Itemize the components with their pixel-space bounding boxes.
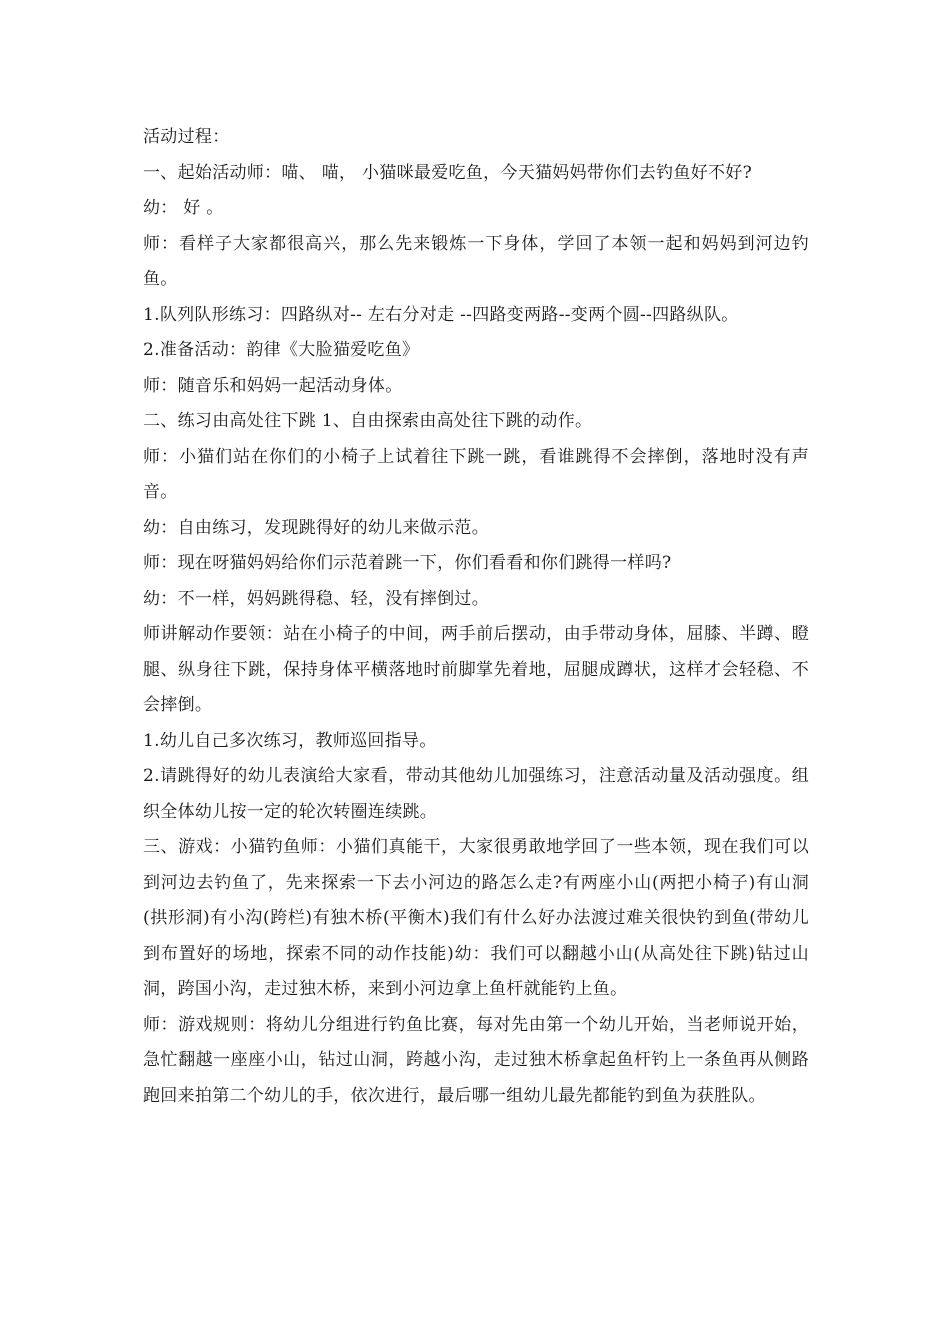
paragraph: 1.队列队形练习：四路纵对-- 左右分对走 --四路变两路--变两个圆--四路纵队。: [143, 304, 739, 325]
paragraph-heading: 活动过程：: [143, 127, 230, 147]
paragraph: 二、练习由高处往下跳 1、自由探索由高处往下跳的动作。: [143, 411, 593, 431]
paragraph: 师：游戏规则：将幼儿分组进行钓鱼比赛，每对先由第一个幼儿开始，当老师说开始，急忙翻越一座座小山，钻过山洞，跨越小沟，走过独木桥拿起鱼杆钓上一条鱼再从侧路跑回来拍第二个幼儿的手，依次进行，最后哪一组幼儿最先都能钓到鱼为获胜队。: [143, 1014, 809, 1106]
paragraph: 师：随音乐和妈妈一起活动身体。: [143, 375, 403, 396]
document-body: [143, 120, 809, 1114]
paragraph: 师：小猫们站在你们的小椅子上试着往下跳一跳，看谁跳得不会摔倒，落地时没有声音。: [143, 446, 809, 502]
paragraph: 师讲解动作要领：站在小椅子的中间，两手前后摆动，由手带动身体，屈膝、半蹲、瞪腿、纵身往下跳，保持身体平横落地时前脚掌先着地，屈腿成蹲状，这样才会轻稳、不会摔倒。: [143, 624, 809, 715]
paragraph: 三、游戏：小猫钓鱼师：小猫们真能干，大家很勇敢地学回了一些本领，现在我们可以到河边去钓鱼了，先来探索一下去小河边的路怎么走?有两座小山(两把小椅子)有山洞(拱形洞)有小沟(跨栏)有独木桥(平衡木)我们有什么好办法渡过难关很快钓到鱼(带幼儿到布置好的场地，探索不同的动作技能)幼：我们可以翻越小山(从高处往下跳)钻过山洞，跨国小沟，走过独木桥，来到小河边拿上鱼杆就能钓上鱼。: [143, 837, 809, 999]
paragraph: 一、起始活动师：喵、 喵， 小猫咪最爱吃鱼，今天猫妈妈带你们去钓鱼好不好?: [143, 162, 753, 183]
paragraph: 1.幼儿自己多次练习，教师巡回指导。: [143, 730, 437, 751]
paragraph: 师：现在呀猫妈妈给你们示范着跳一下，你们看看和你们跳得一样吗?: [143, 553, 672, 573]
paragraph: 幼：自由练习，发现跳得好的幼儿来做示范。: [143, 517, 489, 538]
paragraph: 2.请跳得好的幼儿表演给大家看，带动其他幼儿加强练习，注意活动量及活动强度。组织全体幼儿按一定的轮次转圈连续跳。: [143, 766, 809, 822]
paragraph: 2.准备活动：韵律《大脸猫爱吃鱼》: [143, 340, 420, 360]
paragraph: 幼： 好 。: [143, 198, 224, 218]
paragraph: 幼：不一样，妈妈跳得稳、轻，没有摔倒过。: [143, 588, 489, 609]
paragraph: 师：看样子大家都很高兴，那么先来锻炼一下身体，学回了本领一起和妈妈到河边钓鱼。: [143, 233, 809, 289]
